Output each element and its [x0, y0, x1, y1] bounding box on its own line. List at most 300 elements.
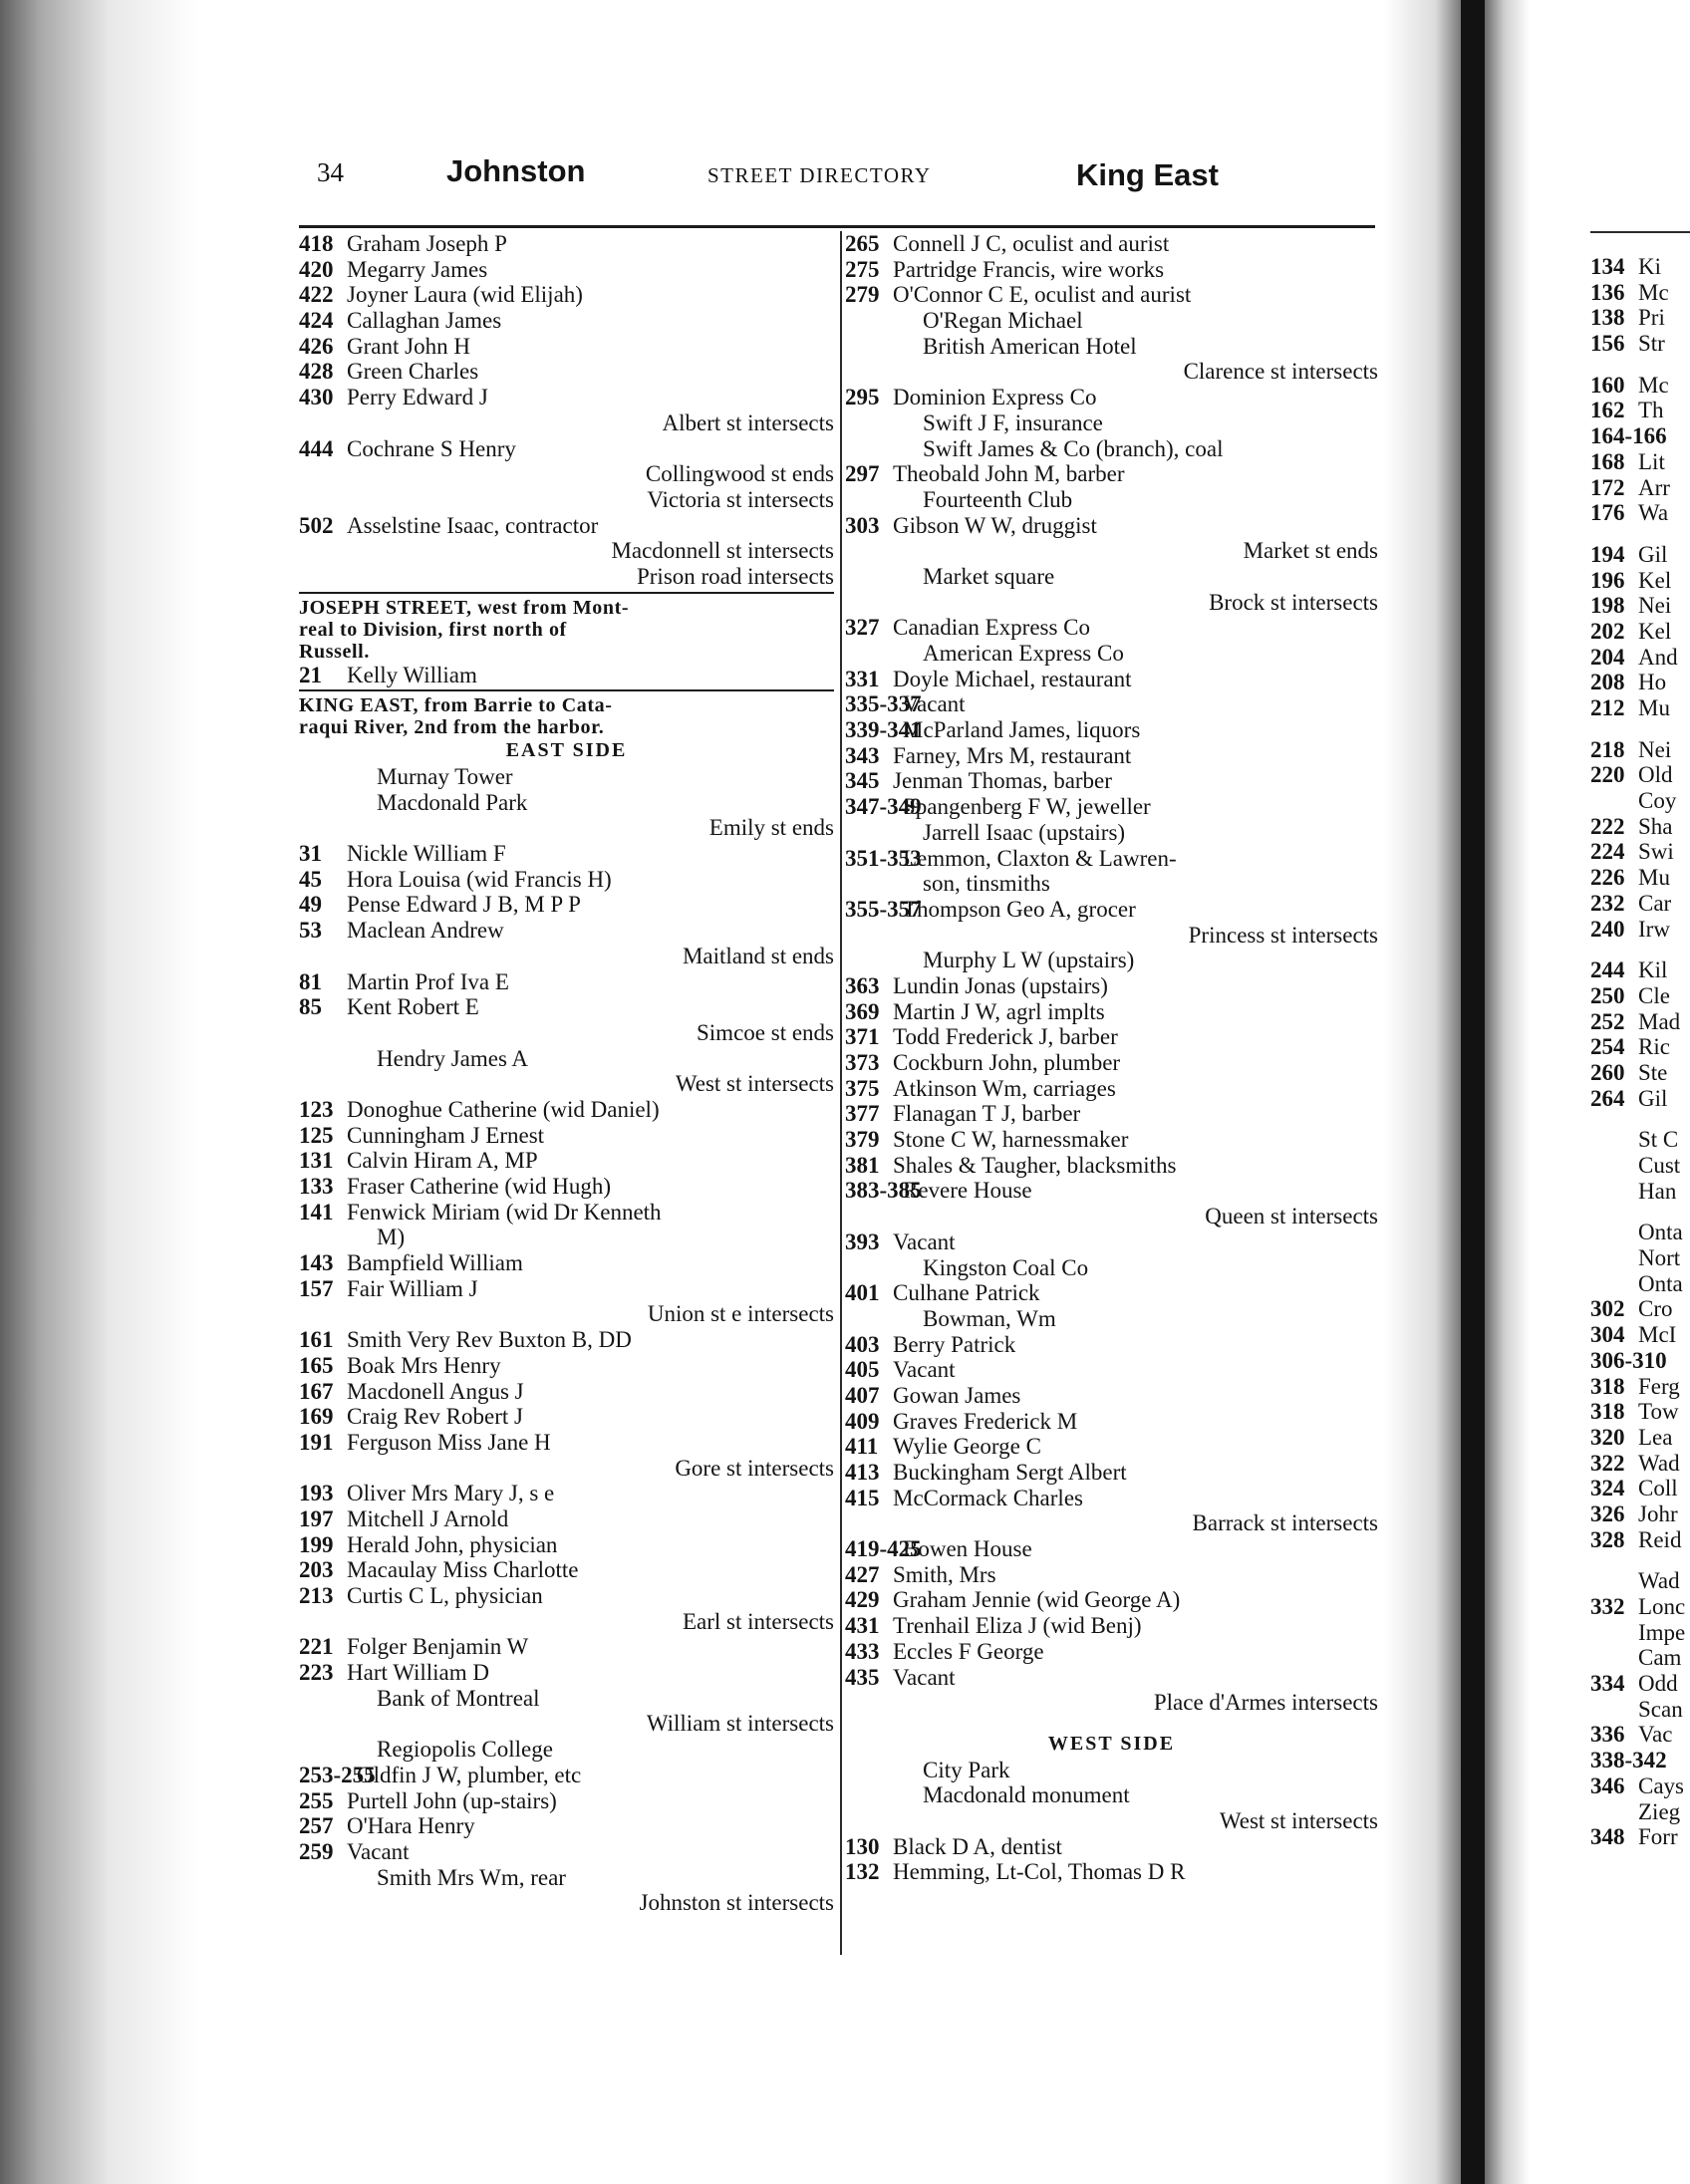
entry-name: St C	[1638, 1127, 1679, 1153]
entry-name: Graves Frederick M	[893, 1408, 1078, 1434]
entry-name: Th	[1638, 398, 1664, 423]
directory-entry	[1590, 280, 1690, 306]
directory-entry	[299, 461, 834, 487]
street-number: 252	[1590, 1008, 1625, 1034]
street-number	[845, 1782, 893, 1808]
entry-name: Str	[1638, 331, 1665, 357]
street-number: 351-353	[845, 845, 922, 871]
street-number	[1590, 1645, 1638, 1671]
street-number: 318	[1590, 1373, 1625, 1399]
street-number: 355-357	[845, 896, 922, 922]
entry-name: Macdonell Angus J	[347, 1378, 524, 1404]
street-number	[845, 1758, 893, 1783]
entry-name: Kil	[1638, 957, 1668, 983]
directory-entry	[299, 1148, 834, 1174]
entry-name: Shales & Taugher, blacksmiths	[893, 1152, 1177, 1178]
directory-entry	[299, 1430, 834, 1456]
directory-entry	[1590, 1824, 1690, 1850]
street-number: 45	[299, 866, 322, 892]
entry-name: Ki	[1638, 254, 1661, 279]
street-number: 226	[1590, 865, 1625, 891]
directory-entry	[299, 359, 834, 385]
entry-name: Emily st ends	[708, 815, 834, 841]
entry-name: Han	[1638, 1178, 1677, 1204]
directory-entry	[845, 282, 1378, 308]
entry-name: Cays	[1638, 1773, 1684, 1798]
directory-entry	[845, 1409, 1378, 1435]
entry-name: Forr	[1638, 1824, 1678, 1850]
street-number: 259	[299, 1838, 334, 1864]
directory-entry	[299, 597, 834, 619]
entry-name: Ste	[1638, 1059, 1668, 1085]
directory-entry	[1590, 1204, 1690, 1220]
entry-name: Perry Edward J	[347, 385, 488, 410]
entry-name: Purtell John (up-stairs)	[347, 1787, 557, 1813]
directory-entry	[299, 1711, 834, 1737]
directory-entry	[299, 1557, 834, 1583]
directory-entry	[1590, 1296, 1690, 1322]
street-number	[845, 1255, 893, 1281]
directory-entry	[299, 385, 834, 410]
entry-name: Revere House	[903, 1178, 1032, 1204]
entry-name: McCormack Charles	[893, 1485, 1083, 1510]
entry-name: Cunningham J Ernest	[347, 1122, 545, 1148]
street-number	[299, 764, 347, 790]
entry-name: Macdonald Park	[377, 789, 528, 815]
entry-name: Mitchell J Arnold	[347, 1505, 509, 1531]
directory-entry	[299, 918, 834, 944]
directory-entry	[1590, 423, 1690, 449]
entry-name: Pri	[1638, 305, 1665, 331]
entry-name: WEST SIDE	[1047, 1732, 1176, 1755]
directory-entry	[845, 487, 1378, 513]
entry-name: Macdonnell st intersects	[611, 538, 834, 564]
entry-name: Clarence st intersects	[1183, 359, 1378, 385]
directory-entry	[299, 1609, 834, 1635]
directory-entry	[1590, 1127, 1690, 1153]
entry-name: O'Hara Henry	[347, 1813, 475, 1839]
entry-name: Prison road intersects	[636, 563, 834, 589]
directory-entry	[299, 1250, 834, 1276]
entry-name: Hora Louisa (wid Francis H)	[347, 866, 612, 892]
entry-name: Kel	[1638, 567, 1672, 593]
street-number: 328	[1590, 1526, 1625, 1552]
entry-name: Johr	[1638, 1501, 1678, 1526]
entry-name: British American Hotel	[923, 333, 1137, 359]
entry-name: Swift James & Co (branch), coal	[923, 435, 1224, 461]
street-number: 339-341	[845, 717, 922, 743]
page-header	[299, 151, 1375, 201]
entry-name: Oliver Mrs Mary J, s e	[347, 1481, 555, 1506]
directory-entry	[845, 1834, 1378, 1860]
directory-entry	[299, 663, 834, 688]
entry-name: Sha	[1638, 813, 1673, 839]
entry-name: Atkinson Wm, carriages	[893, 1075, 1116, 1101]
directory-entry	[1590, 475, 1690, 501]
entry-name: Onta	[1638, 1270, 1683, 1296]
directory-entry	[1590, 305, 1690, 331]
street-number: 193	[299, 1481, 334, 1506]
directory-entry	[299, 1020, 834, 1046]
street-number: 405	[845, 1357, 880, 1383]
entry-name: Thompson Geo A, grocer	[903, 896, 1136, 922]
directory-entry	[845, 308, 1378, 334]
directory-entry	[1590, 542, 1690, 568]
directory-entry	[299, 1660, 834, 1686]
street-number: 275	[845, 256, 880, 282]
street-number: 334	[1590, 1671, 1625, 1697]
entry-name: American Express Co	[923, 641, 1124, 666]
street-number: 53	[299, 918, 322, 944]
entry-name: Bowman, Wm	[923, 1305, 1056, 1331]
directory-entry	[845, 999, 1378, 1025]
entry-name: Herald John, physician	[347, 1531, 558, 1557]
street-number	[1590, 1799, 1638, 1825]
street-number	[845, 564, 893, 590]
entry-name: Green Charles	[347, 359, 479, 385]
entry-name: Boak Mrs Henry	[347, 1352, 501, 1378]
street-number: 304	[1590, 1322, 1625, 1348]
street-number: 130	[845, 1833, 880, 1859]
street-number: 222	[1590, 813, 1625, 839]
directory-entry	[1590, 593, 1690, 619]
directory-entry	[845, 1178, 1378, 1204]
street-number	[845, 334, 893, 360]
page-number: 34	[317, 157, 344, 187]
directory-entry	[1590, 1245, 1690, 1271]
street-number: 221	[299, 1634, 334, 1660]
entry-name: Cochrane S Henry	[347, 435, 516, 461]
street-number: 303	[845, 512, 880, 538]
directory-entry	[845, 691, 1378, 717]
entry-name: Calvin Hiram A, MP	[347, 1148, 538, 1174]
entry-name: O'Connor C E, oculist and aurist	[893, 282, 1192, 308]
street-number: 418	[299, 231, 334, 256]
street-number: 257	[299, 1813, 334, 1839]
street-number: 371	[845, 1024, 880, 1050]
directory-entry	[845, 1486, 1378, 1511]
entry-name: Mad	[1638, 1008, 1681, 1034]
entry-name: Irw	[1638, 916, 1670, 942]
entry-name: Tow	[1638, 1399, 1679, 1425]
entry-name	[1638, 1348, 1690, 1374]
entry-name: Kelly William	[347, 662, 477, 687]
directory-entry	[845, 1434, 1378, 1460]
street-number: 204	[1590, 644, 1625, 670]
entry-name: Fourteenth Club	[923, 486, 1073, 512]
entry-name: Queen st intersects	[1205, 1204, 1378, 1229]
street-number: 157	[299, 1275, 334, 1301]
entry-name: Connell J C, oculist and aurist	[893, 231, 1170, 256]
street-number	[1590, 1220, 1638, 1245]
entry-name: Megarry James	[347, 256, 488, 282]
directory-entry	[845, 1716, 1378, 1732]
directory-entry	[845, 410, 1378, 436]
directory-entry	[1590, 254, 1690, 280]
directory-entry	[299, 1097, 834, 1123]
directory-entry	[1590, 721, 1690, 737]
directory-entry	[299, 694, 834, 716]
directory-entry	[845, 794, 1378, 820]
street-number	[1590, 1153, 1638, 1179]
entry-name: Dominion Express Co	[893, 385, 1097, 410]
entry-name: Jenman Thomas, barber	[893, 768, 1112, 794]
entry-name: Murphy L W (upstairs)	[923, 948, 1135, 973]
directory-entry	[845, 1859, 1378, 1885]
directory-entry	[845, 923, 1378, 949]
entry-name: Ric	[1638, 1034, 1670, 1060]
directory-entry	[845, 846, 1378, 872]
entry-name: KING EAST, from Barrie to Cata-	[299, 694, 613, 717]
directory-entry	[1590, 788, 1690, 814]
street-number: 136	[1590, 279, 1625, 305]
directory-entry	[845, 1332, 1378, 1358]
entry-name: Arr	[1638, 474, 1670, 500]
street-number: 363	[845, 972, 880, 998]
directory-entry	[299, 1225, 834, 1250]
directory-entry	[1590, 1179, 1690, 1205]
directory-entry	[299, 1327, 834, 1353]
directory-entry	[1590, 1748, 1690, 1774]
street-number: 345	[845, 768, 880, 794]
directory-entry	[299, 1890, 834, 1916]
directory-entry	[1590, 1594, 1690, 1620]
entry-name: Car	[1638, 890, 1672, 916]
entry-name: Kingston Coal Co	[923, 1254, 1089, 1280]
entry-name: Bampfield William	[347, 1250, 523, 1276]
entry-name: Cro	[1638, 1296, 1673, 1322]
street-number: 199	[299, 1531, 334, 1557]
street-number: 373	[845, 1050, 880, 1075]
directory-entry	[1590, 1774, 1690, 1799]
entry-name: Stone C W, harnessmaker	[893, 1127, 1129, 1153]
entry-name: Onta	[1638, 1220, 1683, 1245]
directory-entry	[299, 1404, 834, 1430]
street-number: 255	[299, 1787, 334, 1813]
directory-entry	[1590, 1671, 1690, 1697]
entry-name: Ferg	[1638, 1373, 1680, 1399]
street-number: 435	[845, 1664, 880, 1690]
directory-entry	[299, 1301, 834, 1327]
entry-name: Buckingham Sergt Albert	[893, 1460, 1127, 1485]
street-number: 212	[1590, 695, 1625, 720]
directory-entry	[845, 871, 1378, 897]
street-number	[299, 790, 347, 816]
entry-name: JOSEPH STREET, west from Mont-	[299, 596, 630, 619]
street-number: 407	[845, 1382, 880, 1408]
entry-name: Hart William D	[347, 1660, 490, 1686]
entry-name: Coll	[1638, 1476, 1678, 1502]
street-number: 197	[299, 1505, 334, 1531]
street-number: 295	[845, 385, 880, 410]
street-number: 213	[299, 1583, 334, 1608]
entry-name: Asselstine Isaac, contractor	[347, 512, 599, 538]
directory-entry	[299, 1481, 834, 1506]
street-number: 413	[845, 1460, 880, 1485]
entry-name: Gore st intersects	[675, 1455, 834, 1481]
street-number	[299, 1865, 347, 1891]
directory-entry	[845, 897, 1378, 923]
entry-name: Hemming, Lt-Col, Thomas D R	[893, 1859, 1186, 1885]
street-number: 347-349	[845, 794, 922, 820]
street-number: 176	[1590, 500, 1625, 526]
directory-entry	[1590, 1552, 1690, 1568]
street-number	[1590, 1697, 1638, 1723]
directory-entry	[845, 1510, 1378, 1536]
entry-name: raqui River, 2nd from the harbor.	[299, 716, 605, 739]
directory-entry	[299, 487, 834, 513]
directory-entry	[1590, 1399, 1690, 1425]
street-number: 167	[299, 1378, 334, 1404]
directory-entry	[299, 1046, 834, 1072]
directory-entry	[845, 1357, 1378, 1383]
directory-entry	[845, 641, 1378, 667]
directory-entry	[845, 359, 1378, 385]
entry-name: Vacant	[893, 1357, 956, 1383]
directory-entry	[845, 257, 1378, 283]
directory-entry	[299, 436, 834, 462]
street-number: 444	[299, 435, 334, 461]
directory-entry	[845, 1050, 1378, 1076]
street-number: 253-255	[299, 1762, 376, 1787]
entry-name: Eccles F George	[893, 1638, 1044, 1664]
directory-entry	[299, 1379, 834, 1405]
entry-name: Nei	[1638, 593, 1672, 619]
street-number: 424	[299, 308, 334, 334]
street-number	[845, 410, 893, 436]
directory-entry	[1590, 1620, 1690, 1646]
directory-entry	[845, 1255, 1378, 1281]
directory-entry	[299, 1583, 834, 1609]
street-number: 81	[299, 968, 322, 994]
entry-name: Bowen House	[903, 1536, 1032, 1562]
entry-name: Ferguson Miss Jane H	[347, 1429, 551, 1455]
directory-entry	[299, 764, 834, 790]
directory-entry	[845, 1732, 1378, 1758]
entry-name: Vacant	[903, 691, 966, 717]
street-number: 326	[1590, 1501, 1625, 1526]
directory-entry	[299, 790, 834, 816]
entry-name: Fraser Catherine (wid Hugh)	[347, 1174, 612, 1199]
entry-name: Mu	[1638, 695, 1670, 720]
entry-name: Folger Benjamin W	[347, 1634, 529, 1660]
directory-entry	[299, 1506, 834, 1532]
entry-name: Fenwick Miriam (wid Dr Kenneth	[347, 1199, 662, 1225]
street-number: 377	[845, 1101, 880, 1127]
entry-name: Oldfin J W, plumber, etc	[357, 1762, 582, 1787]
street-number: 198	[1590, 593, 1625, 619]
directory-entry	[1590, 1476, 1690, 1502]
directory-entry	[1590, 1034, 1690, 1060]
entry-name: Collingwood st ends	[645, 461, 834, 487]
directory-entry	[1590, 500, 1690, 526]
directory-entry	[1590, 695, 1690, 721]
directory-entry	[299, 257, 834, 283]
entry-name: Smith Very Rev Buxton B, DD	[347, 1327, 632, 1353]
directory-entry	[845, 743, 1378, 769]
street-number: 335-337	[845, 691, 922, 717]
street-number	[845, 308, 893, 334]
directory-entry	[845, 973, 1378, 999]
street-number: 169	[299, 1404, 334, 1430]
entry-name: Joyner Laura (wid Elijah)	[347, 282, 583, 308]
directory-entry	[845, 1690, 1378, 1716]
street-number: 302	[1590, 1296, 1625, 1322]
entry-name: Gibson W W, druggist	[893, 512, 1097, 538]
entry-name: Union st e intersects	[647, 1301, 834, 1327]
directory-entry	[845, 1562, 1378, 1588]
entry-name: Trenhail Eliza J (wid Benj)	[893, 1613, 1142, 1639]
directory-entry	[1590, 1374, 1690, 1400]
directory-entry	[845, 1280, 1378, 1306]
street-number	[845, 641, 893, 667]
directory-entry	[299, 994, 834, 1020]
entry-name: Vac	[1638, 1722, 1673, 1748]
directory-entry	[845, 820, 1378, 846]
street-number: 331	[845, 666, 880, 691]
street-number: 194	[1590, 541, 1625, 567]
directory-entry	[845, 538, 1378, 564]
directory-entry	[299, 1813, 834, 1839]
entry-name: And	[1638, 644, 1678, 670]
directory-entry	[845, 1613, 1378, 1639]
directory-entry	[1590, 1722, 1690, 1748]
entry-name: Fair William J	[347, 1275, 478, 1301]
directory-entry	[845, 948, 1378, 973]
entry-name: O'Regan Michael	[923, 308, 1083, 334]
street-number: 375	[845, 1075, 880, 1101]
entry-name: Scan	[1638, 1696, 1683, 1722]
street-number: 218	[1590, 736, 1625, 762]
directory-entry	[1590, 762, 1690, 788]
directory-entry	[845, 513, 1378, 539]
directory-entry	[299, 1353, 834, 1379]
street-number: 232	[1590, 890, 1625, 916]
street-number: 160	[1590, 372, 1625, 398]
entry-name: West st intersects	[1219, 1807, 1378, 1833]
entry-name: Old	[1638, 762, 1673, 788]
street-number	[299, 1737, 347, 1763]
directory-entry	[1590, 1060, 1690, 1086]
entry-name: Wad	[1638, 1568, 1680, 1594]
street-number: 420	[299, 256, 334, 282]
directory-entry	[1590, 1568, 1690, 1594]
directory-entry	[1590, 891, 1690, 917]
entry-name: Earl st intersects	[682, 1608, 834, 1634]
entry-name: Princess st intersects	[1188, 922, 1378, 948]
directory-entry	[299, 969, 834, 995]
street-number: 164-166	[1590, 423, 1667, 449]
entry-name: Graham Jennie (wid George A)	[893, 1587, 1181, 1613]
directory-entry	[845, 564, 1378, 590]
directory-entry	[299, 231, 834, 257]
directory-entry	[845, 231, 1378, 257]
entry-name: Grant John H	[347, 333, 470, 359]
directory-entry	[1590, 1348, 1690, 1374]
entry-name: Barrack st intersects	[1192, 1510, 1378, 1536]
directory-entry	[1590, 357, 1690, 373]
directory-entry	[299, 619, 834, 641]
directory-entry	[299, 716, 834, 738]
entry-name: real to Division, first north of	[299, 618, 567, 641]
directory-entry	[1590, 1451, 1690, 1477]
entry-name: Murnay Tower	[377, 764, 513, 789]
entry-name: Wa	[1638, 500, 1669, 526]
street-number: 143	[299, 1250, 334, 1276]
street-number: 132	[845, 1859, 880, 1885]
entry-name: Doyle Michael, restaurant	[893, 666, 1132, 691]
street-number: 125	[299, 1122, 334, 1148]
